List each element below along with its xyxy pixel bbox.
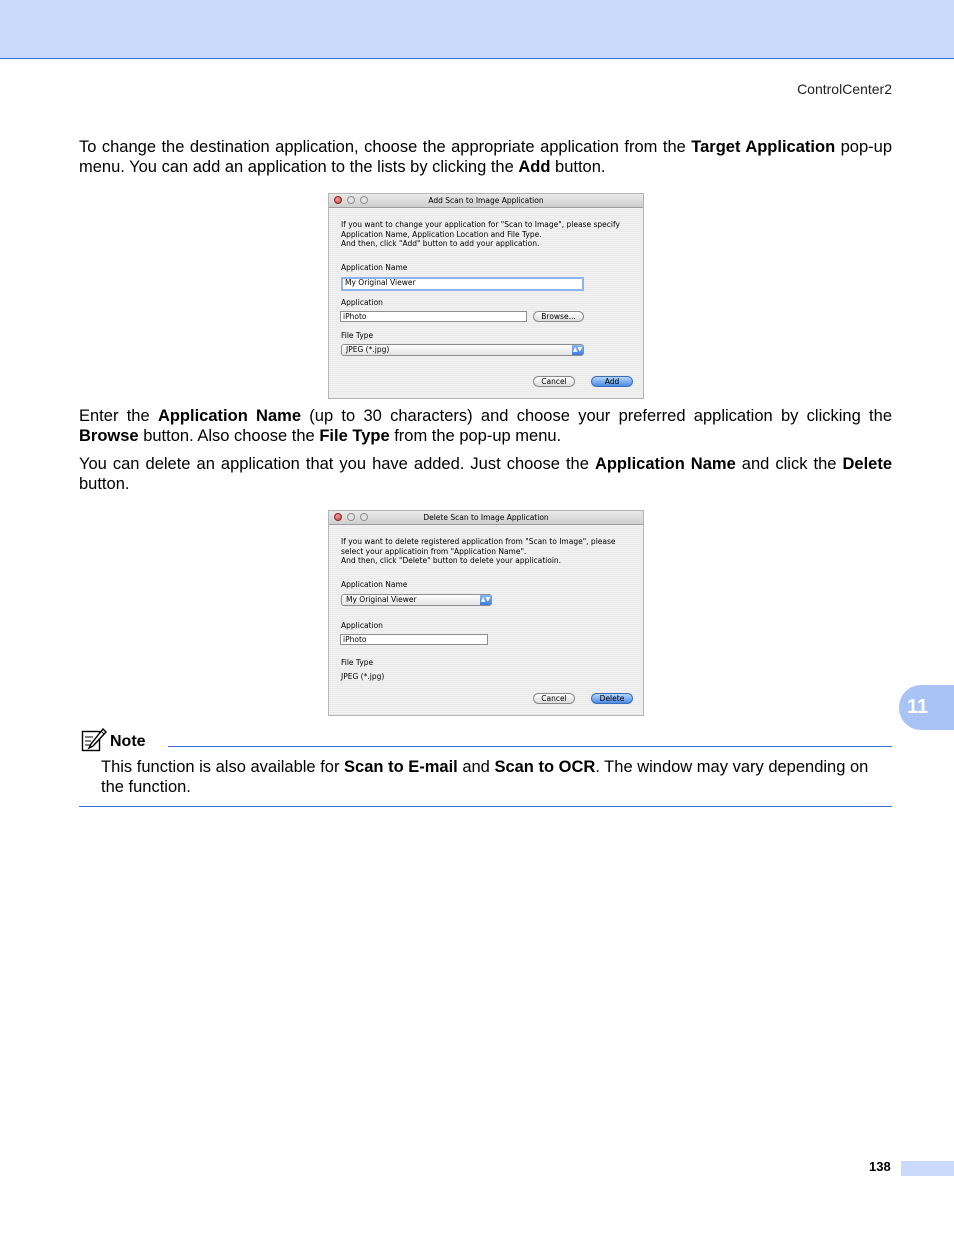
dialog-title: Delete Scan to Image Application — [423, 513, 549, 522]
footer-band — [901, 1161, 954, 1176]
note-body — [101, 757, 892, 797]
bold-term: File Type — [319, 427, 390, 445]
file-type-value: JPEG (*.jpg) — [346, 345, 390, 354]
text-run: button. Also choose the — [138, 427, 320, 445]
bold-term: Application Name — [594, 455, 736, 473]
minimize-window-icon[interactable] — [347, 196, 355, 204]
paragraph-target-application — [79, 137, 892, 177]
text-run: Enter the — [79, 407, 158, 425]
add-button[interactable]: Add — [591, 376, 633, 387]
bold-term: Add — [518, 158, 551, 176]
zoom-window-icon[interactable] — [360, 196, 368, 204]
dialog-instructions: If you want to change your application for "Scan to Image", please specify Application Name, Application Location and File Type. And then, click "Add" button to add your application. — [341, 220, 620, 248]
bold-term: Application Name — [157, 407, 301, 425]
close-window-icon[interactable] — [334, 196, 342, 204]
application-label: Application — [341, 621, 383, 630]
bold-term: Target Application — [691, 138, 836, 156]
running-header: ControlCenter2 — [797, 81, 892, 97]
delete-application-dialog — [328, 510, 644, 716]
file-type-label: File Type — [341, 331, 374, 340]
text-run: and — [457, 758, 495, 776]
note-bottom-rule — [79, 806, 892, 807]
text-run: You can delete an application that you have added. Just choose the — [79, 455, 595, 473]
text-run: pop-up menu. You can add an application to the lists by clicking the — [79, 138, 892, 176]
bold-term: Browse — [79, 427, 139, 445]
application-name-value: My Original Viewer — [346, 595, 417, 604]
note-pencil-icon — [81, 728, 107, 753]
text-run: To change the destination application, choose the appropriate application from the — [79, 138, 692, 156]
file-type-label: File Type — [341, 658, 374, 667]
application-label: Application — [341, 298, 383, 307]
select-arrows-icon: ▲▼ — [480, 596, 491, 603]
text-run: . The window may vary depending on the function. — [101, 758, 869, 796]
cancel-button[interactable]: Cancel — [533, 376, 575, 387]
text-run: button. — [79, 475, 130, 493]
minimize-window-icon[interactable] — [347, 513, 355, 521]
bold-term: Scan to OCR — [494, 758, 596, 776]
text-run: This function is also available for — [101, 758, 345, 776]
add-application-dialog — [328, 193, 644, 399]
dialog-titlebar — [329, 511, 643, 525]
application-name-input[interactable]: My Original Viewer — [341, 277, 584, 291]
close-window-icon[interactable] — [334, 513, 342, 521]
file-type-value: JPEG (*.jpg) — [341, 672, 385, 681]
chapter-tab: 11 — [899, 685, 954, 730]
header-band — [0, 0, 954, 59]
file-type-select[interactable] — [341, 344, 584, 356]
text-run: and click the — [735, 455, 843, 473]
dialog-title: Add Scan to Image Application — [428, 196, 544, 205]
application-name-label: Application Name — [341, 263, 408, 272]
cancel-button[interactable]: Cancel — [533, 693, 575, 704]
browse-button[interactable]: Browse... — [533, 311, 584, 322]
application-path-field: iPhoto — [340, 634, 488, 645]
dialog-instructions: If you want to delete registered application from "Scan to Image", please select your applicatioin from "Application Name". And then, click "Delete" button to delete your applicatioin. — [341, 537, 616, 565]
dialog-titlebar — [329, 194, 643, 208]
zoom-window-icon[interactable] — [360, 513, 368, 521]
note-top-rule — [168, 746, 892, 747]
text-run: button. — [550, 158, 606, 176]
bold-term: Delete — [842, 455, 893, 473]
paragraph-application-name — [79, 406, 892, 446]
text-run: (up to 30 characters) and choose your preferred application by clicking the — [301, 407, 892, 425]
paragraph-delete-application — [79, 454, 892, 494]
application-path-field: iPhoto — [340, 311, 527, 322]
application-name-select[interactable] — [341, 594, 492, 606]
bold-term: Scan to E-mail — [344, 758, 458, 776]
delete-button[interactable]: Delete — [591, 693, 633, 704]
application-name-label: Application Name — [341, 580, 408, 589]
note-title: Note — [110, 733, 146, 750]
select-arrows-icon: ▲▼ — [572, 346, 583, 353]
text-run: from the pop-up menu. — [389, 427, 562, 445]
page-number: 138 — [869, 1159, 891, 1174]
